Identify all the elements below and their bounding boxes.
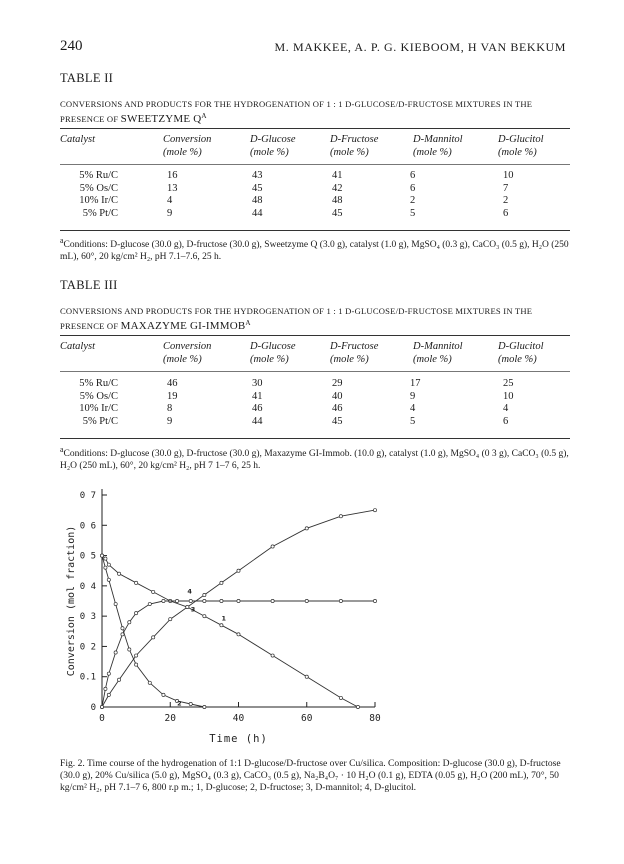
table-3-caption bbox=[60, 305, 570, 332]
series-3-point bbox=[114, 651, 117, 654]
table-3-bottom-rule bbox=[60, 438, 570, 439]
table-2-header bbox=[0, 134, 624, 164]
series-3-point bbox=[305, 599, 308, 602]
table-row-catalyst: 5% Os/C bbox=[79, 390, 118, 402]
table-cell: 9 bbox=[167, 415, 173, 427]
column-header-6-line-1: D-Glucitol bbox=[498, 134, 544, 145]
y-axis-label: Conversion (mol fraction) bbox=[66, 525, 77, 677]
table-3-caption-enzyme: MAXAZYME GI-IMMOB bbox=[120, 319, 246, 332]
series-3-point bbox=[104, 687, 107, 690]
table-cell: 45 bbox=[332, 415, 343, 427]
table-2-title: TABLE II bbox=[60, 71, 114, 85]
series-3-point bbox=[373, 599, 376, 602]
table-3-footnote-text: Conditions: D-glucose (30.0 g), D-fructose (30.0 g), Maxazyme GI-Immob. (10.0 g), catalyst (1.0 g), MgSO₄ (0 3 g), CaCO₃ (0.5 g), H₂O (250 mL), 60°, 20 kg/cm² H₂, pH 7 1–7 6, 25 h. bbox=[60, 449, 569, 472]
table-cell: 4 bbox=[410, 403, 416, 414]
y-tick-label: 0 6 bbox=[79, 521, 96, 532]
table-row-catalyst: 10% Ir/C bbox=[79, 195, 118, 206]
series-2-label: 2 bbox=[177, 699, 182, 708]
series-3-point bbox=[148, 602, 151, 605]
series-4-point bbox=[203, 593, 206, 596]
x-tick-label: 40 bbox=[232, 713, 245, 724]
table-cell: 6 bbox=[410, 170, 416, 181]
series-1-point bbox=[135, 581, 138, 584]
series-4-point bbox=[100, 705, 103, 708]
table-row-catalyst: 10% Ir/C bbox=[79, 403, 118, 414]
table-cell: 17 bbox=[410, 378, 421, 389]
y-tick-label: 0 3 bbox=[79, 612, 96, 623]
figure-caption-label: Fig. 2. bbox=[60, 758, 85, 769]
column-header-3-line-1: D-Glucose bbox=[250, 134, 296, 145]
column-header-2-line-2: (mole %) bbox=[163, 354, 202, 365]
figure-caption bbox=[60, 758, 572, 794]
series-3-point bbox=[271, 599, 274, 602]
table-3-caption-mark: A bbox=[245, 319, 251, 327]
table-3-caption-text: CONVERSIONS AND PRODUCTS FOR THE HYDROGENATION OF 1 : 1 D-GLUCOSE/D-FRUCTOSE MIXTURES IN THE PRESENCE OF bbox=[60, 306, 533, 331]
column-header-5-line-1: D-Mannitol bbox=[413, 134, 463, 145]
table-row-catalyst: 5% Pt/C bbox=[82, 415, 118, 427]
y-tick-label: 0.1 bbox=[79, 672, 96, 683]
series-1-point bbox=[237, 633, 240, 636]
series-1-line bbox=[102, 556, 358, 707]
column-header-1-line-1: Catalyst bbox=[60, 134, 96, 145]
series-1-point bbox=[117, 572, 120, 575]
table-cell: 2 bbox=[410, 195, 416, 206]
series-4-point bbox=[220, 581, 223, 584]
y-tick-label: 0 bbox=[90, 703, 96, 713]
table-2-caption-enzyme: SWEETZYME Q bbox=[120, 112, 202, 125]
table-cell: 5 bbox=[410, 207, 416, 219]
table-cell: 9 bbox=[167, 207, 173, 219]
table-2-body bbox=[0, 170, 624, 230]
column-header-4-line-2: (mole %) bbox=[330, 354, 369, 365]
series-2-line bbox=[102, 556, 204, 707]
table-2-caption-text: CONVERSIONS AND PRODUCTS FOR THE HYDROGENATION OF 1 : 1 D-GLUCOSE/D-FRUCTOSE MIXTURES IN THE PRESENCE OF bbox=[60, 99, 533, 124]
series-3-point bbox=[121, 633, 124, 636]
table-cell: 8 bbox=[167, 403, 173, 414]
table-row-catalyst: 5% Ru/C bbox=[79, 378, 118, 389]
table-cell: 6 bbox=[410, 182, 416, 194]
table-cell: 6 bbox=[503, 207, 509, 219]
series-1-label: 1 bbox=[221, 614, 226, 623]
table-row-catalyst: 5% Ru/C bbox=[79, 170, 118, 181]
series-3-point bbox=[339, 599, 342, 602]
time-course-chart bbox=[60, 485, 390, 750]
series-3-point bbox=[237, 599, 240, 602]
table-2-header-rule bbox=[60, 164, 570, 165]
series-2-point bbox=[203, 705, 206, 708]
series-4-point bbox=[237, 569, 240, 572]
series-2-point bbox=[107, 578, 110, 581]
series-4-point bbox=[169, 618, 172, 621]
series-2-point bbox=[148, 681, 151, 684]
series-4-point bbox=[152, 636, 155, 639]
series-1-point bbox=[152, 590, 155, 593]
series-3-point bbox=[128, 621, 131, 624]
table-2-caption bbox=[60, 98, 570, 125]
series-1-point bbox=[203, 615, 206, 618]
table-3-title: TABLE III bbox=[60, 278, 118, 292]
x-axis-label: Time (h) bbox=[209, 733, 268, 745]
table-cell: 13 bbox=[167, 182, 178, 194]
series-4-point bbox=[107, 693, 110, 696]
table-cell: 44 bbox=[252, 415, 263, 427]
table-3-footnote-mark: a bbox=[60, 445, 64, 454]
x-tick-label: 80 bbox=[369, 713, 381, 724]
y-tick-label: 0 2 bbox=[79, 642, 96, 653]
series-3-point bbox=[162, 599, 165, 602]
series-2-point bbox=[121, 627, 124, 630]
table-2-top-rule bbox=[60, 128, 570, 129]
series-3-point bbox=[107, 672, 110, 675]
column-header-1-line-1: Catalyst bbox=[60, 341, 96, 352]
y-tick-label: 0 4 bbox=[79, 581, 96, 592]
column-header-3-line-2: (mole %) bbox=[250, 354, 289, 365]
table-2-caption-mark: A bbox=[201, 112, 207, 120]
table-2-footnote-mark: a bbox=[60, 236, 64, 245]
column-header-2-line-1: Conversion bbox=[163, 341, 212, 352]
table-row-catalyst: 5% Pt/C bbox=[82, 207, 118, 219]
table-2-footnote bbox=[60, 235, 572, 263]
series-2-point bbox=[128, 648, 131, 651]
figure-caption-text: Time course of the hydrogenation of 1:1 D-glucose/D-fructose over Cu/silica. Composition: D-glucose (30.0 g), D-fructose (30.0 g), 20% Cu/silica (5.0 g), MgSO₄ (0.3 g), CaCO₃ (0.5 g), Na₂B₄O₇ · 10 H₂O (0.1 g), EDTA (0.05 g), H₂O (200 mL), 70°, 50 kg/cm² H₂, pH 7.1–7 6, 800 r.p m.; 1, D-glucose; 2, D-fructose; 3, D-mannitol; 4, D-glucitol. bbox=[60, 758, 561, 793]
table-3-header-rule bbox=[60, 371, 570, 372]
table-3-body bbox=[0, 378, 624, 438]
series-1-point bbox=[220, 624, 223, 627]
x-tick-label: 20 bbox=[164, 713, 176, 724]
table-cell: 42 bbox=[332, 182, 343, 194]
series-3-point bbox=[175, 599, 178, 602]
column-header-4-line-1: D-Fructose bbox=[330, 341, 379, 352]
series-4-point bbox=[117, 678, 120, 681]
table-cell: 7 bbox=[503, 182, 509, 194]
table-cell: 48 bbox=[252, 195, 263, 206]
series-3-point bbox=[220, 599, 223, 602]
series-4-point bbox=[373, 509, 376, 512]
table-cell: 25 bbox=[503, 378, 514, 389]
series-1-point bbox=[107, 563, 110, 566]
series-3-label: 3 bbox=[190, 605, 196, 614]
x-tick-label: 60 bbox=[301, 713, 313, 724]
table-cell: 29 bbox=[332, 378, 343, 389]
series-2-point bbox=[104, 566, 107, 569]
series-4-point bbox=[339, 515, 342, 518]
table-cell: 45 bbox=[332, 207, 343, 219]
series-4-label: 4 bbox=[187, 587, 192, 596]
table-cell: 16 bbox=[167, 170, 178, 181]
table-3-top-rule bbox=[60, 335, 570, 336]
series-2-point bbox=[100, 554, 103, 557]
column-header-3-line-1: D-Glucose bbox=[250, 341, 296, 352]
series-3-point bbox=[135, 612, 138, 615]
table-cell: 48 bbox=[332, 195, 343, 206]
table-cell: 6 bbox=[503, 415, 509, 427]
table-cell: 5 bbox=[410, 415, 416, 427]
series-4-point bbox=[135, 654, 138, 657]
column-header-6-line-2: (mole %) bbox=[498, 354, 537, 365]
series-1-point bbox=[305, 675, 308, 678]
table-cell: 40 bbox=[332, 390, 343, 402]
table-cell: 30 bbox=[252, 378, 263, 389]
series-1-point bbox=[339, 696, 342, 699]
table-cell: 45 bbox=[252, 182, 263, 194]
series-1-point bbox=[271, 654, 274, 657]
column-header-6-line-2: (mole %) bbox=[498, 147, 537, 158]
column-header-4-line-2: (mole %) bbox=[330, 147, 369, 158]
series-2-point bbox=[135, 663, 138, 666]
series-2-point bbox=[189, 702, 192, 705]
table-cell: 41 bbox=[252, 390, 263, 402]
column-header-4-line-1: D-Fructose bbox=[330, 134, 379, 145]
table-2-bottom-rule bbox=[60, 230, 570, 231]
y-tick-label: 0 5 bbox=[79, 551, 96, 562]
series-1-point bbox=[356, 705, 359, 708]
series-2-point bbox=[114, 602, 117, 605]
table-cell: 9 bbox=[410, 390, 416, 402]
table-cell: 41 bbox=[332, 170, 343, 181]
column-header-5-line-1: D-Mannitol bbox=[413, 341, 463, 352]
series-1-point bbox=[104, 557, 107, 560]
table-cell: 46 bbox=[332, 403, 343, 414]
table-2-footnote-text: Conditions: D-glucose (30.0 g), D-fructose (30.0 g), Sweetzyme Q (3.0 g), catalyst (1.0 g), MgSO₄ (0.3 g), CaCO₃ (0.5 g), H₂O (250 mL), 60°, 20 kg/cm² H₂, pH 7.1–7.6, 25 h. bbox=[60, 240, 569, 263]
series-3-point bbox=[189, 599, 192, 602]
table-cell: 4 bbox=[503, 403, 509, 414]
series-4-point bbox=[186, 605, 189, 608]
table-cell: 44 bbox=[252, 207, 263, 219]
column-header-3-line-2: (mole %) bbox=[250, 147, 289, 158]
series-3-point bbox=[203, 599, 206, 602]
y-tick-label: 0 7 bbox=[79, 491, 96, 501]
series-4-point bbox=[305, 527, 308, 530]
table-cell: 2 bbox=[503, 195, 509, 206]
series-4-point bbox=[271, 545, 274, 548]
column-header-2-line-2: (mole %) bbox=[163, 147, 202, 158]
column-header-5-line-2: (mole %) bbox=[413, 147, 452, 158]
x-tick-label: 0 bbox=[99, 713, 105, 724]
table-cell: 10 bbox=[503, 390, 514, 402]
table-cell: 43 bbox=[252, 170, 263, 181]
table-cell: 10 bbox=[503, 170, 514, 181]
table-row-catalyst: 5% Os/C bbox=[79, 182, 118, 194]
column-header-5-line-2: (mole %) bbox=[413, 354, 452, 365]
table-3-footnote bbox=[60, 444, 572, 472]
series-2-point bbox=[162, 693, 165, 696]
table-cell: 46 bbox=[167, 378, 178, 389]
table-cell: 4 bbox=[167, 195, 173, 206]
page-number: 240 bbox=[60, 38, 83, 54]
column-header-2-line-1: Conversion bbox=[163, 134, 212, 145]
table-3-header bbox=[0, 341, 624, 371]
table-cell: 19 bbox=[167, 390, 178, 402]
table-cell: 46 bbox=[252, 403, 263, 414]
running-header-authors: M. MAKKEE, A. P. G. KIEBOOM, H VAN BEKKUM bbox=[274, 40, 566, 54]
series-3-line bbox=[102, 601, 375, 707]
column-header-6-line-1: D-Glucitol bbox=[498, 341, 544, 352]
